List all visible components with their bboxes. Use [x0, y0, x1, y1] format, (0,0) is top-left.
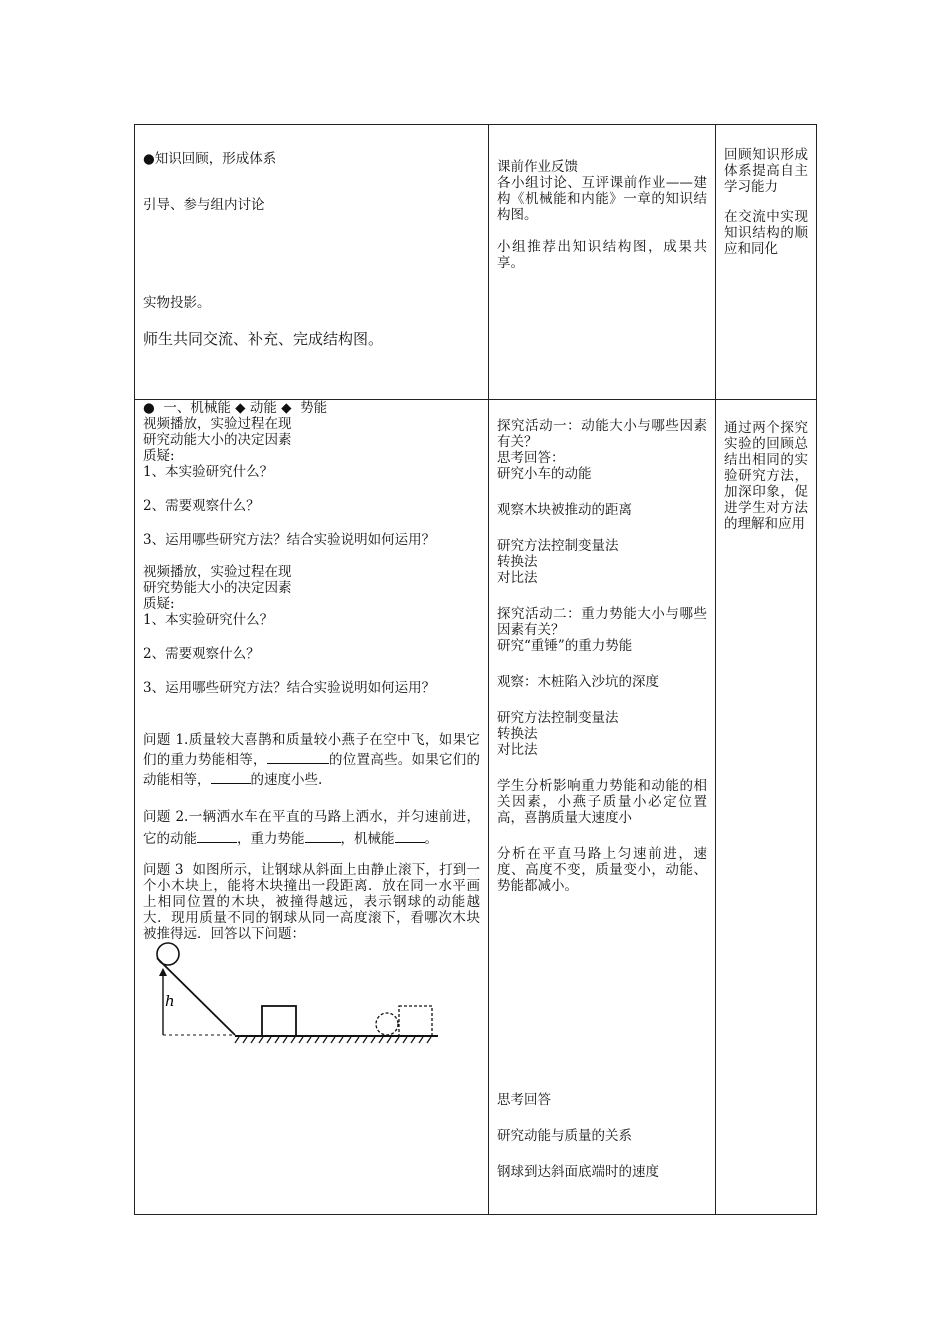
problem-2-text-a: 问题 2.一辆洒水车在平直的马路上洒水，并匀速前进，它的动能: [143, 809, 480, 847]
activity-one: 探究活动一：动能大小与哪些因素有关？: [497, 418, 707, 450]
method-text: 研究方法控制变量法: [497, 710, 619, 726]
wooden-block: [262, 1006, 296, 1036]
intent-methods: 通过两个探究实验的回顾总结出相同的实验研究方法，加深印象，促进学生对方法的理解和应用: [724, 420, 808, 532]
question-item: 2、需要观察什么？: [143, 646, 260, 662]
method-text: 研究方法控制变量法: [497, 538, 619, 554]
lesson-plan-table: [134, 124, 817, 1215]
question-item: 3、运用哪些研究方法？结合实验说明如何运用？: [143, 680, 436, 696]
problem-2-text-b: ，重力势能: [237, 831, 305, 847]
method-text: 对比法: [497, 570, 538, 586]
student-activity-cell: [489, 400, 716, 1215]
answer-text: 研究小车的动能: [497, 466, 592, 482]
video-text: 视频播放，实验过程在现: [143, 416, 292, 432]
projection-text: 实物投影。: [143, 295, 211, 311]
problem-1-text-a: 问题 1.质量较大喜鹊和质量较小燕子在空中飞，如果它们的重力势能相等，: [143, 732, 480, 768]
answer-blank: [305, 829, 341, 843]
student-activity-cell: [489, 125, 716, 400]
problem-2-text-d: 。: [424, 831, 438, 847]
method-text: 转换法: [497, 726, 538, 742]
block-dashed-outline: [399, 1006, 432, 1036]
design-intent-cell: [716, 125, 817, 400]
analysis-text: 分析在平直马路上匀速前进，速度、高度不变，质量变小，动能、势能都减小。: [497, 846, 707, 894]
answer-text: 观察木块被推动的距离: [497, 502, 632, 518]
problem-1: [143, 730, 480, 790]
teacher-activity-cell: [135, 125, 489, 400]
topic-text: 研究动能大小的决定因素: [143, 432, 292, 448]
table-row: [135, 400, 817, 1215]
ball-dashed-outline: [376, 1013, 398, 1035]
answer-blank: [267, 750, 329, 764]
teacher-activity-cell: [135, 400, 489, 1215]
question-label: 质疑:: [143, 448, 175, 464]
topic-text: 研究势能大小的决定因素: [143, 580, 292, 596]
height-label: h: [165, 992, 175, 1010]
answer-text: 观察：木桩陷入沙坑的深度: [497, 674, 659, 690]
analysis-text: 学生分析影响重力势能和动能的相关因素，小燕子质量小必定位置高，喜鹊质量大速度小: [497, 778, 707, 826]
summary-text: 师生共同交流、补充、完成结构图。: [143, 330, 384, 348]
guide-text: 引导、参与组内讨论: [143, 197, 265, 213]
section-heading: ● 一、机械能 ◆ 动能 ◆ 势能: [143, 400, 328, 416]
intent-review: 回顾知识形成体系提高自主学习能力: [724, 147, 808, 195]
intent-exchange: 在交流中实现知识结构的顺应和同化: [724, 209, 808, 257]
problem-2: [143, 806, 480, 850]
recommend-text: 小组推荐出知识结构图，成果共享。: [497, 239, 707, 271]
question-label: 质疑:: [143, 596, 175, 612]
homework-feedback: 课前作业反馈: [497, 159, 578, 175]
table-row: [135, 125, 817, 400]
question-item: 2、需要观察什么？: [143, 498, 260, 514]
incline-experiment-figure: [143, 942, 443, 1046]
design-intent-cell: [716, 400, 817, 1215]
problem-1-text-b: 的位置高些。如果它们的动能相等，: [143, 752, 480, 788]
question-item: 3、运用哪些研究方法？结合实验说明如何运用？: [143, 532, 436, 548]
ground-hatching: [235, 1037, 431, 1043]
question-item: 1、本实验研究什么？: [143, 612, 274, 628]
height-arrow-head: [159, 968, 167, 976]
think-answer: 思考回答: [497, 1092, 551, 1108]
activity-two: 探究活动二：重力势能大小与哪些因素有关？: [497, 606, 707, 638]
answer-text: 钢球到达斜面底端时的速度: [497, 1164, 659, 1180]
answer-text: 研究动能与质量的关系: [497, 1128, 632, 1144]
video-text: 视频播放，实验过程在现: [143, 564, 292, 580]
problem-3: 问题 3 如图所示，让钢球从斜面上由静止滚下，打到一个小木块上，能将木块撞出一段距离．放在同一水平画上相同位置的木块，被撞得越远，表示钢球的动能越大．现用质量不同的钢球从同一高度滚下，看哪次木块被推得远．回答以下问题：: [143, 862, 480, 942]
problem-2-text-c: ，机械能: [340, 831, 395, 847]
method-text: 对比法: [497, 742, 538, 758]
answer-blank: [211, 770, 251, 784]
group-discussion: 各小组讨论、互评课前作业——建构《机械能和内能》一章的知识结构图。: [497, 175, 707, 223]
review-heading: ●知识回顾，形成体系: [143, 151, 277, 167]
problem-1-text-c: 的速度小些.: [250, 772, 323, 788]
answer-blank: [197, 829, 237, 843]
method-text: 转换法: [497, 554, 538, 570]
answer-blank: [395, 829, 425, 843]
question-item: 1、本实验研究什么？: [143, 464, 274, 480]
answer-text: 研究“重锤”的重力势能: [497, 638, 633, 654]
think-answer: 思考回答：: [497, 450, 565, 466]
